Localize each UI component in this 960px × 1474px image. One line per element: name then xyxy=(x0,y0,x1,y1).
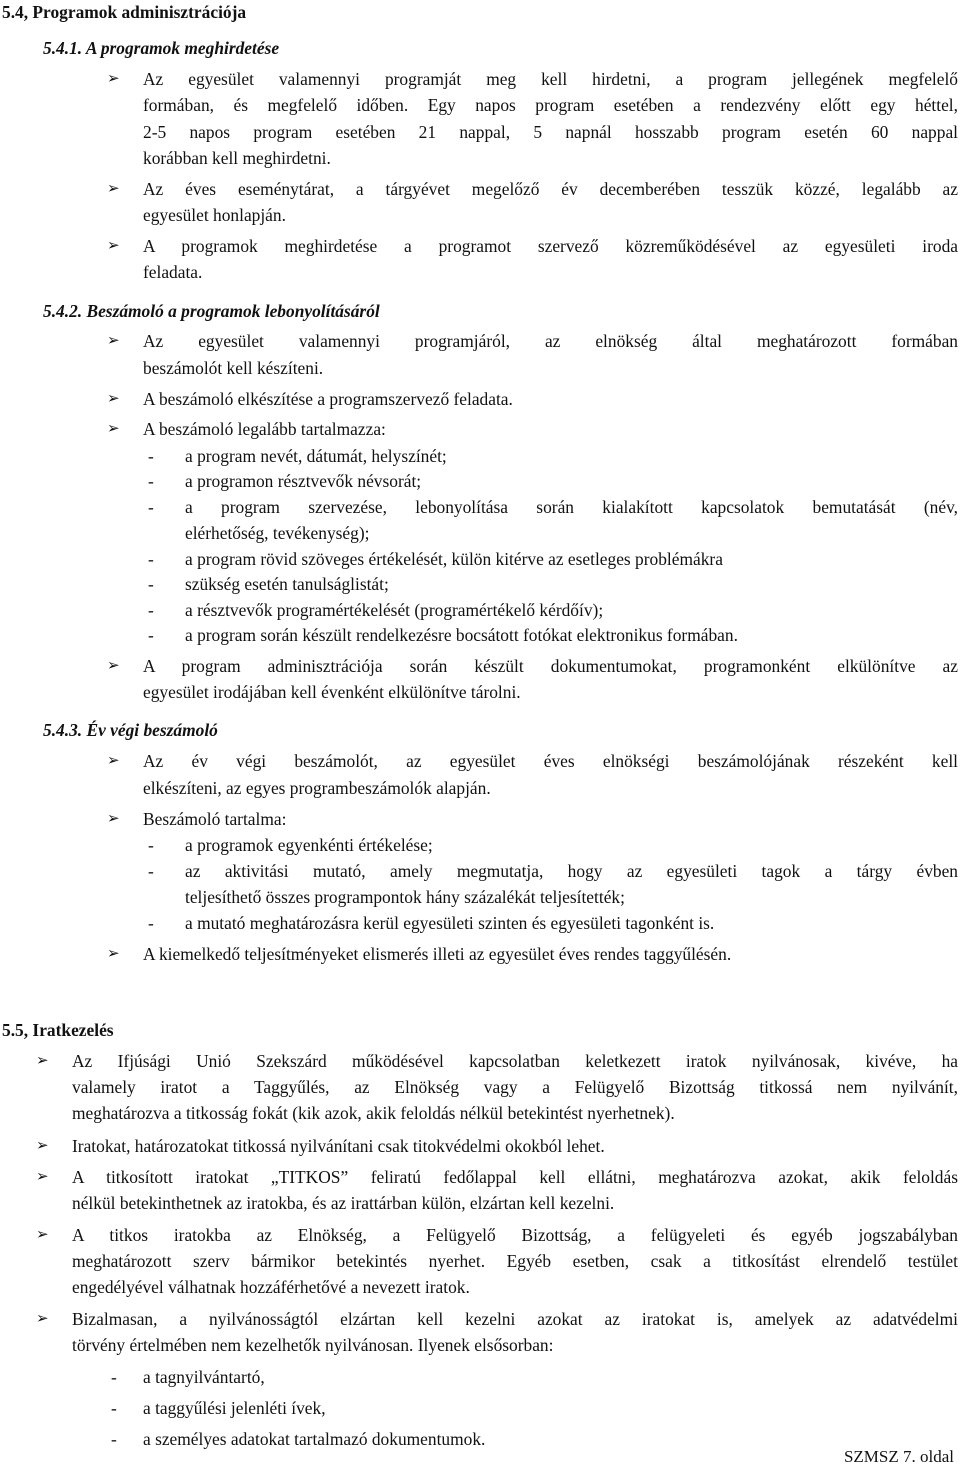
dash-bullet: - xyxy=(148,549,154,569)
paragraph-line: Az éves eseménytárat, a tárgyévet megelőző év decemberében tesszük közzé, legalább az xyxy=(143,179,958,199)
section-5-5-heading: 5.5, Iratkezelés xyxy=(2,1020,114,1040)
dash-bullet: - xyxy=(148,497,154,517)
list-item: a program során készült rendelkezésre bocsátott fotókat elektronikus formában. xyxy=(185,625,738,645)
paragraph-line: A titkosított iratokat „TITKOS” feliratú fedőlappal kell ellátni, meghatározva azokat, akik feloldás xyxy=(72,1167,958,1187)
bullet-arrow-icon: ➢ xyxy=(107,658,120,674)
bullet-arrow-icon: ➢ xyxy=(36,1138,49,1154)
paragraph-line: egyesület irodájában kell évenként elkülönítve tárolni. xyxy=(143,682,521,702)
bullet-arrow-icon: ➢ xyxy=(107,181,120,197)
paragraph-line: A programok meghirdetése a programot szervező közreműködésével az egyesületi iroda xyxy=(143,236,958,256)
section-5-4-3-heading: 5.4.3. Év végi beszámoló xyxy=(43,720,218,740)
section-5-4-1-heading: 5.4.1. A programok meghirdetése xyxy=(43,38,280,58)
dash-bullet: - xyxy=(148,913,154,933)
paragraph-line: elkészíteni, az egyes programbeszámolók alapján. xyxy=(143,778,491,798)
paragraph-line: korábban kell meghirdetni. xyxy=(143,148,331,168)
dash-bullet: - xyxy=(148,835,154,855)
list-item: a mutató meghatározásra kerül egyesületi szinten és egyesületi tagonként is. xyxy=(185,913,715,933)
list-item: a program szervezése, lebonyolítása során kialakított kapcsolatok bemutatását (név, xyxy=(185,497,958,517)
list-item: teljesíthető összes programpontok hány százalékát teljesítették; xyxy=(185,887,625,907)
paragraph-line: formában, és megfelelő időben. Egy napos program esetében a rendezvény előtt egy héttel, xyxy=(143,95,958,115)
paragraph-line: Bizalmasan, a nyilvánosságtól elzártan kell kezelni azokat az iratokat is, amelyek az adatvédelmi xyxy=(72,1309,958,1329)
paragraph-line: Az év végi beszámolót, az egyesület éves elnökségi beszámolójának részeként kell xyxy=(143,751,958,771)
bullet-arrow-icon: ➢ xyxy=(107,946,120,962)
list-item: a program rövid szöveges értékelését, külön kitérve az esetleges problémákra xyxy=(185,549,723,569)
list-item: a tagnyilvántartó, xyxy=(143,1367,265,1387)
page-footer: SZMSZ 7. oldal xyxy=(843,1447,954,1466)
paragraph-line: Iratokat, határozatokat titkossá nyilvánítani csak titokvédelmi okokból lehet. xyxy=(72,1136,605,1156)
paragraph-line: Az egyesület valamennyi programját meg kell hirdetni, a program jellegének megfelelő xyxy=(143,69,958,89)
list-item: elérhetőség, tevékenység); xyxy=(185,523,370,543)
dash-bullet: - xyxy=(148,861,154,881)
dash-bullet: - xyxy=(148,446,154,466)
paragraph-line: valamely iratot a Taggyűlés, az Elnökség vagy a Felügyelő Bizottság titkossá nem nyilvánít, xyxy=(72,1077,958,1097)
dash-bullet: - xyxy=(148,625,154,645)
paragraph-line: egyesület honlapján. xyxy=(143,205,286,225)
paragraph-line: A beszámoló elkészítése a programszervező feladata. xyxy=(143,389,513,409)
bullet-arrow-icon: ➢ xyxy=(107,811,120,827)
paragraph-line: A kiemelkedő teljesítményeket elismerés illeti az egyesület éves rendes taggyűlésén. xyxy=(143,944,732,964)
list-item: az aktivitási mutató, amely megmutatja, hogy az egyesületi tagok a tárgy évben xyxy=(185,861,958,881)
bullet-arrow-icon: ➢ xyxy=(36,1169,49,1185)
section-5-4-heading: 5.4, Programok adminisztrációja xyxy=(2,2,247,22)
paragraph-line: nélkül betekinthetnek az iratokba, és az irattárban külön, elzártan kell kezelni. xyxy=(72,1193,615,1213)
bullet-arrow-icon: ➢ xyxy=(36,1311,49,1327)
dash-bullet: - xyxy=(148,471,154,491)
list-item: a program nevét, dátumát, helyszínét; xyxy=(185,446,447,466)
bullet-arrow-icon: ➢ xyxy=(36,1227,49,1243)
list-item: a résztvevők programértékelését (programértékelő kérdőív); xyxy=(185,600,604,620)
list-item: szükség esetén tanulságlistát; xyxy=(185,574,389,594)
list-item: a programok egyenkénti értékelése; xyxy=(185,835,433,855)
bullet-arrow-icon: ➢ xyxy=(107,753,120,769)
paragraph-line: feladata. xyxy=(143,262,203,282)
bullet-arrow-icon: ➢ xyxy=(107,238,120,254)
bullet-arrow-icon: ➢ xyxy=(107,421,120,437)
dash-bullet: - xyxy=(111,1398,117,1418)
dash-bullet: - xyxy=(148,600,154,620)
dash-bullet: - xyxy=(111,1367,117,1387)
paragraph-line: Az egyesület valamennyi programjáról, az elnökség által meghatározott formában xyxy=(143,331,958,351)
bullet-arrow-icon: ➢ xyxy=(107,71,120,87)
paragraph-line: A program adminisztrációja során készült dokumentumokat, programonként elkülönítve az xyxy=(143,656,958,676)
paragraph-line: engedélyével válhatnak hozzáférhetővé a nevezett iratok. xyxy=(72,1277,470,1297)
paragraph-line: A titkos iratokba az Elnökség, a Felügyelő Bizottság, a felügyeleti és egyéb jogszabályban xyxy=(72,1225,958,1245)
paragraph-line: meghatározott szerv bármikor betekintés nyerhet. Egyéb esetben, csak a titkosítást elrendelő testület xyxy=(72,1251,958,1271)
list-item: a programon résztvevők névsorát; xyxy=(185,471,422,491)
paragraph-line: Az Ifjúsági Unió Szekszárd működésével kapcsolatban keletkezett iratok nyilvánosak, kivéve, ha xyxy=(72,1051,958,1071)
paragraph-line: A beszámoló legalább tartalmazza: xyxy=(143,419,386,439)
bullet-arrow-icon: ➢ xyxy=(107,333,120,349)
dash-bullet: - xyxy=(111,1429,117,1449)
paragraph-line: beszámolót kell készíteni. xyxy=(143,358,324,378)
bullet-arrow-icon: ➢ xyxy=(36,1053,49,1069)
list-item: a személyes adatokat tartalmazó dokumentumok. xyxy=(143,1429,486,1449)
paragraph-line: Beszámoló tartalma: xyxy=(143,809,287,829)
paragraph-line: 2-5 napos program esetében 21 nappal, 5 napnál hosszabb program esetén 60 nappal xyxy=(143,122,958,142)
list-item: a taggyűlési jelenléti ívek, xyxy=(143,1398,326,1418)
paragraph-line: törvény értelmében nem kezelhetők nyilvánosan. Ilyenek elsősorban: xyxy=(72,1335,554,1355)
section-5-4-2-heading: 5.4.2. Beszámoló a programok lebonyolításáról xyxy=(43,301,380,321)
bullet-arrow-icon: ➢ xyxy=(107,391,120,407)
paragraph-line: meghatározva a titkosság fokát (kik azok, akik feloldás nélkül betekintést nyerhetnek). xyxy=(72,1103,675,1123)
dash-bullet: - xyxy=(148,574,154,594)
